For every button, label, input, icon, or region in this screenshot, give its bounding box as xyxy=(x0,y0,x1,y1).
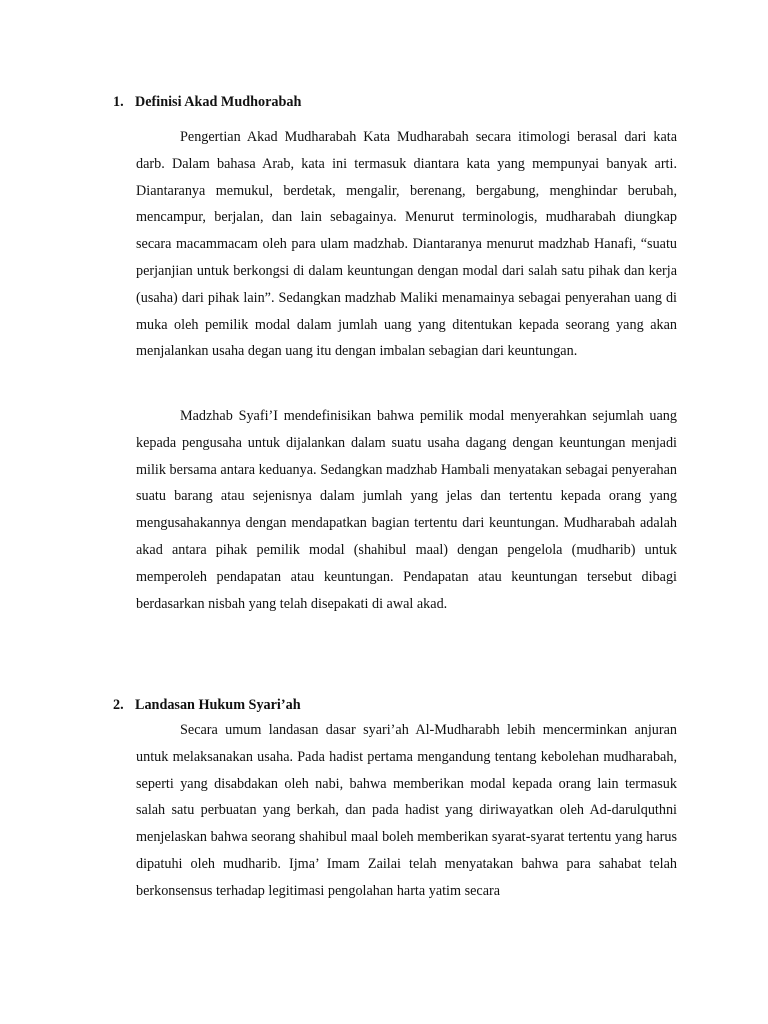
section-2-paragraph-1: Secara umum landasan dasar syari’ah Al-Mudharabh lebih mencerminkan anjuran untuk melaksanakan usaha. Pada hadist pertama mengandung tentang kebolehan mudharabah, seperti yang disabdakan oleh nabi, bahwa memberikan modal kepada orang lain termasuk salah satu perbuatan yang berkah, dan pada hadist yang diriwayatkan oleh Ad-darulquthni menjelaskan bahwa seorang shahibul maal boleh memberikan syarat-syarat tertentu yang harus dipatuhi oleh mudharib. Ijma’ Imam Zailai telah menyatakan bahwa para sahabat telah berkonsensus terhadap legitimasi pengolahan harta yatim secara xyxy=(136,722,677,899)
section-1-title: Definisi Akad Mudhorabah xyxy=(135,94,302,110)
section-2-number: 2. xyxy=(113,697,124,713)
section-2-heading xyxy=(113,696,301,714)
section-2-title: Landasan Hukum Syari’ah xyxy=(135,697,301,713)
section-1-number: 1. xyxy=(113,94,124,110)
section-1-heading xyxy=(113,93,301,111)
section-1-paragraph-1: Pengertian Akad Mudharabah Kata Mudharabah secara itimologi berasal dari kata darb. Dalam bahasa Arab, kata ini termasuk diantara kata yang mempunyai banyak arti. Diantaranya memukul, berdetak, mengalir, berenang, bergabung, menghindar berubah, mencampur, berjalan, dan lain sebagainya. Menurut terminologis, mudharabah diungkap secara macammacam oleh para ulam madzhab. Diantaranya menurut madzhab Hanafi, “suatu perjanjian untuk berkongsi di dalam keuntungan dengan modal dari salah satu pihak dan kerja (usaha) dari pihak lain”. Sedangkan madzhab Maliki menamainya sebagai penyerahan uang di muka oleh pemilik modal dalam jumlah uang yang ditentukan kepada seorang yang akan menjalankan usaha degan uang itu dengan imbalan sebagian dari keuntungan. xyxy=(136,129,677,360)
section-1-paragraph-2: Madzhab Syafi’I mendefinisikan bahwa pemilik modal menyerahkan sejumlah uang kepada pengusaha untuk dijalankan dalam suatu usaha dagang dengan keuntungan menjadi milik bersama antara keduanya. Sedangkan madzhab Hambali menyatakan sebagai penyerahan suatu barang atau sejenisnya dalam jumlah yang jelas dan tertentu kepada orang yang mengusahakannya dengan mendapatkan bagian tertentu dari keuntungan. Mudharabah adalah akad antara pihak pemilik modal (shahibul maal) dengan pengelola (mudharib) untuk memperoleh pendapatan atau keuntungan. Pendapatan atau keuntungan tersebut dibagi berdasarkan nisbah yang telah disepakati di awal akad. xyxy=(136,408,677,612)
